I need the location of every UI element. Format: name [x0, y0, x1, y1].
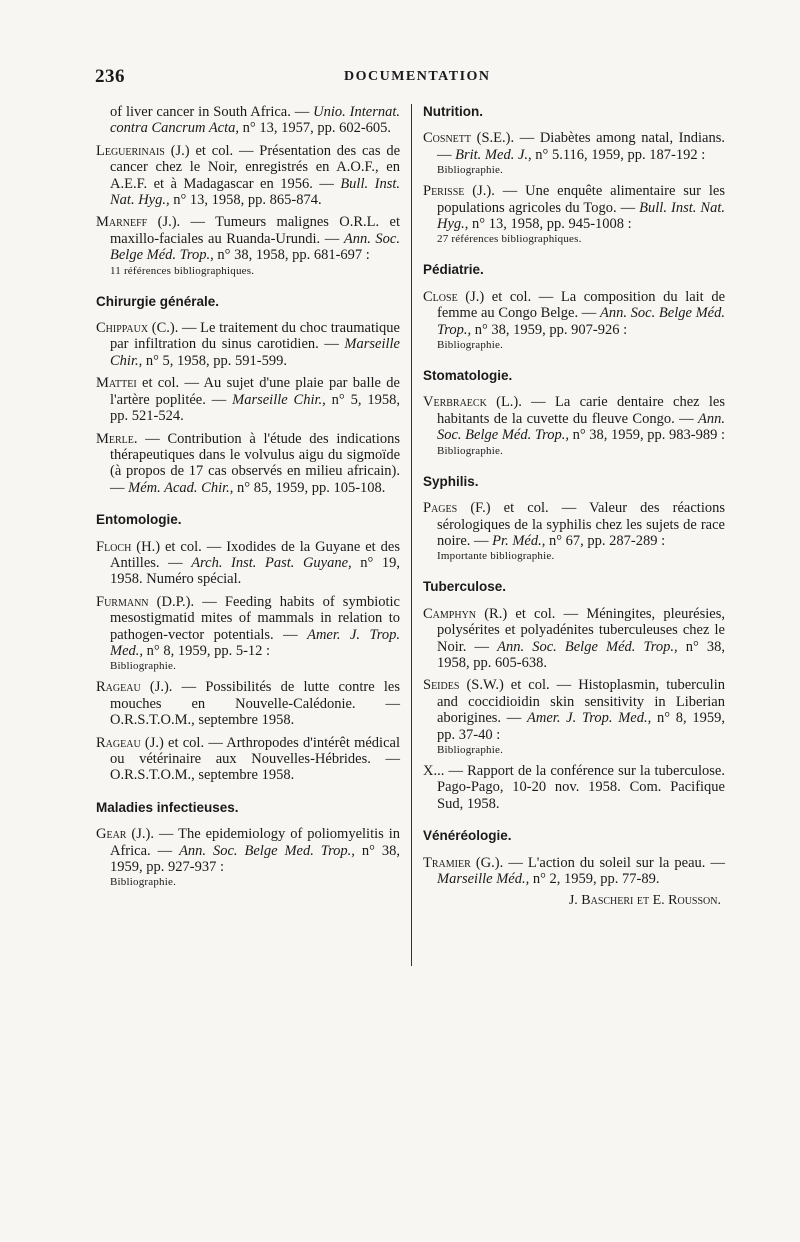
author: Perisse: [423, 183, 465, 200]
journal-title: Amer. J. Trop. Med.,: [110, 626, 400, 659]
journal-title: Pr. Méd.,: [492, 532, 546, 549]
author: Mattei: [96, 375, 137, 392]
bibliography-note: Bibliographie.: [437, 164, 504, 177]
page-number: 236: [95, 66, 125, 87]
author: Floch: [96, 538, 132, 555]
journal-title: Ann. Soc. Belge Méd. Trop.,: [437, 305, 725, 338]
author: Chippaux: [96, 320, 149, 337]
journal-title: Ann. Soc. Belge Med. Trop.,: [179, 842, 355, 859]
reference-entry: Chippaux (C.). — Le traitement du choc traumatique par infiltration du sinus carotidien. — Marseille Chir., n° 5, 1958, pp. 591-599.: [96, 320, 400, 369]
reference-entry: Leguerinais (J.) et col. — Présentation des cas de cancer chez le Noir, enregistrés en A.O.F., en A.E.F. et à Madagascar en 1956. — Bull. Inst. Nat. Hyg., n° 13, 1958, pp. 865-874.: [96, 142, 400, 209]
reference-entry: Verbraeck (L.). — La carie dentaire chez les habitants de la cuvette du fleuve Congo. — Ann. Soc. Belge Méd. Trop., n° 38, 1959, pp. 983-989 : Bibliographie.: [423, 394, 725, 457]
author: Close: [423, 288, 458, 305]
reference-entry: Merle. — Contribution à l'étude des indications thérapeutiques dans le volvulus aigu du sigmoïde (à propos de 17 cas observés en milieu africain). — Mém. Acad. Chir., n° 85, 1959, pp. 105-108.: [96, 430, 400, 496]
author: Verbraeck: [423, 394, 487, 411]
author: Gear: [96, 826, 127, 843]
reference-entry: Cosnett (S.E.). — Diabètes among natal, Indians. — Brit. Med. J., n° 5.116, 1959, pp. 187-192 : Bibliographie.: [423, 130, 725, 177]
reference-entry: Gear (J.). — The epidemiology of poliomyelitis in Africa. — Ann. Soc. Belge Med. Trop., n° 38, 1959, pp. 927-937 : Bibliographie.: [96, 826, 400, 889]
section-heading: Pédiatrie.: [423, 262, 484, 278]
reference-entry: Mattei et col. — Au sujet d'une plaie par balle de l'artère poplitée. — Marseille Chir., n° 5, 1958, pp. 521-524.: [96, 375, 400, 425]
reference-entry: Rageau (J.) et col. — Arthropodes d'intérêt médical ou vétérinaire aux Nouvelles-Hébrides. — O.R.S.T.O.M., septembre 1958.: [96, 734, 400, 784]
left-column: [96, 104, 400, 895]
journal-title: Mém. Acad. Chir.,: [128, 479, 234, 496]
bibliography-note: Bibliographie.: [437, 339, 504, 352]
reference-entry: Tramier (G.). — L'action du soleil sur la peau. — Marseille Méd., n° 2, 1959, pp. 77-89.: [423, 854, 725, 887]
author: Cosnett: [423, 130, 472, 147]
reference-entry: Camphyn (R.) et col. — Méningites, pleurésies, polysérites et polyadénites tuberculeuses chez le Noir. — Ann. Soc. Belge Méd. Trop., n° 38, 1958, pp. 605-638.: [423, 605, 725, 671]
journal-title: Ann. Soc. Belge Méd. Trop.,: [110, 230, 400, 264]
journal-title: Arch. Inst. Past. Guyane,: [191, 554, 352, 571]
signature: J. Bascheri et E. Rousson.: [568, 893, 721, 909]
reference-entry: Rageau (J.). — Possibilités de lutte contre les mouches en Nouvelle-Calédonie. — O.R.S.T.O.M., septembre 1958.: [96, 679, 400, 729]
author: Pages: [423, 500, 458, 517]
section-heading: Nutrition.: [423, 104, 483, 119]
section-heading: Stomatologie.: [423, 368, 513, 384]
author: Tramier: [423, 854, 471, 871]
bibliography-note: Bibliographie.: [437, 743, 504, 756]
bibliography-note: Bibliographie.: [110, 660, 177, 673]
reference-entry: X... — Rapport de la conférence sur la tuberculose. Pago-Pago, 10-20 nov. 1958. Com. Pacifique Sud, 1958.: [423, 762, 725, 812]
bibliography-note: 27 références bibliographiques.: [437, 233, 582, 246]
journal-title: Brit. Med. J.,: [455, 146, 532, 163]
journal-title: Unio. Internat. contra Cancrum Acta,: [110, 104, 400, 137]
reference-entry: Furmann (D.P.). — Feeding habits of symbiotic mesostigmatid mites of mammals in relation to pathogen-vector potentials. — Amer. J. Trop. Med., n° 8, 1959, pp. 5-12 : Bibliographie.: [96, 593, 400, 673]
reference-entry: Perisse (J.). — Une enquête alimentaire sur les populations agricoles du Togo. — Bull. Inst. Nat. Hyg., n° 13, 1958, pp. 945-1008 : 27 références bibliographiques.: [423, 183, 725, 246]
bibliography-note: Importante bibliographie.: [437, 550, 555, 563]
section-heading: Chirurgie générale.: [96, 293, 220, 309]
section-heading: Syphilis.: [423, 473, 479, 489]
section-heading: Tuberculose.: [423, 579, 507, 595]
author: Rageau: [96, 679, 141, 696]
journal-title: Ann. Soc. Belge Méd. Trop.,: [497, 638, 678, 655]
bibliography-note: Bibliographie.: [437, 444, 504, 457]
author: Merle: [96, 430, 134, 447]
bibliography-note: Bibliographie.: [110, 876, 177, 889]
author: Leguerinais: [96, 142, 165, 159]
bibliography-note: 11 références bibliographiques.: [110, 264, 255, 277]
section-heading: Entomologie.: [96, 512, 182, 528]
author: Furmann: [96, 593, 149, 610]
section-heading: Vénéréologie.: [423, 828, 512, 844]
author: Rageau: [96, 734, 141, 751]
running-title: DOCUMENTATION: [344, 69, 491, 84]
author: Marneff: [96, 214, 148, 231]
author: Camphyn: [423, 605, 477, 622]
column-divider: [411, 104, 412, 966]
page-header: [0, 66, 800, 90]
author: Seides: [423, 677, 460, 694]
journal-title: Bull. Inst. Nat. Hyg.,: [437, 199, 725, 233]
reference-entry: of liver cancer in South Africa. — Unio. Internat. contra Cancrum Acta, n° 13, 1957, pp. 602-605.: [110, 104, 400, 137]
journal-title: Marseille Chir.,: [110, 336, 400, 369]
journal-title: Marseille Chir.,: [232, 391, 326, 408]
journal-title: Marseille Méd.,: [437, 871, 530, 887]
reference-entry: Pages (F.) et col. — Valeur des réactions sérologiques de la syphilis chez les sujets de race noire. — Pr. Méd., n° 67, pp. 287-289 : Importante bibliographie.: [423, 500, 725, 563]
journal-title: Amer. J. Trop. Med.,: [527, 710, 652, 727]
reference-entry: Marneff (J.). — Tumeurs malignes O.R.L. et maxillo-faciales au Ruanda-Urundi. — Ann. Soc. Belge Méd. Trop., n° 38, 1958, pp. 681-697 : 11 références bibliographiques.: [96, 214, 400, 277]
journal-title: Ann. Soc. Belge Méd. Trop.,: [437, 410, 725, 444]
section-heading: Maladies infectieuses.: [96, 799, 239, 815]
reference-entry: Close (J.) et col. — La composition du lait de femme au Congo Belge. — Ann. Soc. Belge Méd. Trop., n° 38, 1959, pp. 907-926 : Bibliographie.: [423, 288, 725, 352]
journal-title: Bull. Inst. Nat. Hyg.,: [110, 175, 400, 209]
reference-entry: Seides (S.W.) et col. — Histoplasmin, tuberculin and coccidioidin skin sensitivity in Liberian aborigines. — Amer. J. Trop. Med., n° 8, 1959, pp. 37-40 : Bibliographie.: [423, 677, 725, 756]
reference-entry: Floch (H.) et col. — Ixodides de la Guyane et des Antilles. — Arch. Inst. Past. Guyane, n° 19, 1958. Numéro spécial.: [96, 538, 400, 588]
right-column: [423, 104, 725, 910]
